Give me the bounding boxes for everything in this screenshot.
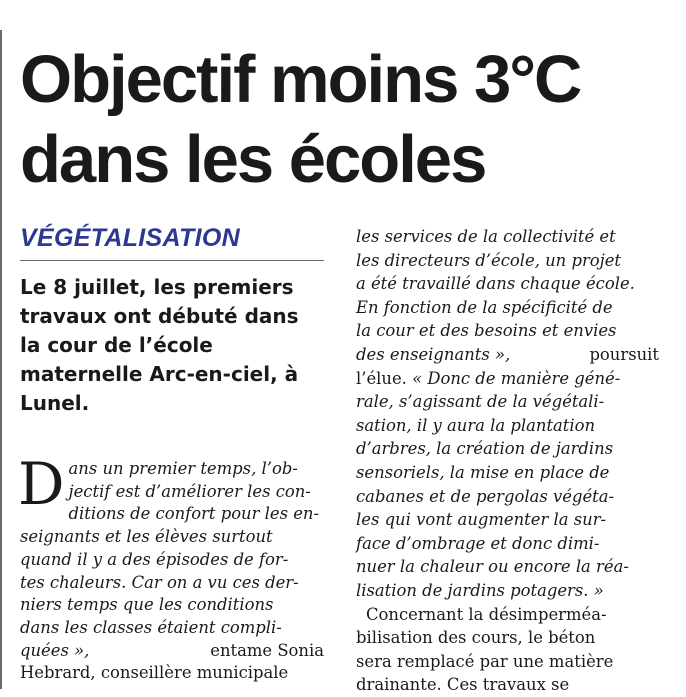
body-line	[356, 343, 659, 367]
body-line: les directeurs d’école, un projet	[356, 250, 622, 270]
body-line: niers temps que les conditions	[20, 595, 274, 615]
lede-line: maternelle Arc-en-ciel, à	[20, 362, 299, 386]
body-line-part: « Donc de manière géné-	[412, 368, 621, 388]
body-line: jectif est d’améliorer les con-	[68, 481, 311, 501]
body-line: rale, s’agissant de la végétali-	[356, 392, 605, 412]
lede-line: travaux ont débuté dans	[20, 304, 299, 328]
body-line: ans un premier temps, l’ob-	[68, 459, 298, 478]
body-line: les qui vont augmenter la sur-	[356, 510, 607, 530]
headline-line-2: dans les écoles	[20, 122, 486, 197]
lede-line: la cour de l’école	[20, 333, 213, 357]
body-line: tes chaleurs. Car on a vu ces der-	[20, 572, 299, 592]
body-line: quand il y a des épisodes de for-	[20, 549, 289, 569]
body-line: cabanes et de pergolas végéta-	[356, 486, 615, 506]
body-line: drainante. Ces travaux se	[356, 675, 570, 695]
kicker-rule	[20, 260, 324, 261]
body-line: sera remplacé par une matière	[356, 651, 614, 671]
body-line: les services de la collectivité et	[356, 227, 616, 246]
body-line: d’arbres, la création de jardins	[356, 439, 614, 459]
body-line-part: entame Sonia	[210, 640, 324, 660]
body-text-right	[356, 225, 659, 697]
body-line: bilisation des cours, le béton	[356, 628, 596, 648]
body-line: nuer la chaleur ou encore la réa-	[356, 557, 629, 577]
body-line: ditions de confort pour les en-	[68, 504, 320, 524]
body-line-part: des enseignants »,	[356, 344, 511, 364]
body-line-part: quées »,	[20, 640, 90, 660]
body-line	[20, 640, 324, 663]
body-line: Concernant la désimperméa-	[366, 604, 607, 624]
body-line: face d’ombrage et donc dimi-	[356, 533, 600, 553]
article-lede	[20, 273, 324, 418]
body-line	[356, 367, 659, 391]
section-kicker: VÉGÉTALISATION	[20, 224, 240, 252]
body-line: a été travaillé dans chaque école.	[356, 274, 635, 294]
body-line: la cour et des besoins et envies	[356, 321, 617, 341]
body-line: sensoriels, la mise en place de	[356, 462, 610, 482]
body-line-part: l’élue.	[356, 368, 407, 388]
right-column	[356, 225, 659, 697]
body-text-left	[18, 450, 324, 685]
body-line: seignants et les élèves surtout	[20, 527, 273, 547]
lede-line: Le 8 juillet, les premiers	[20, 275, 294, 299]
body-line: dans les classes étaient compli-	[20, 617, 282, 637]
body-line: En fonction de la spécificité de	[356, 297, 613, 317]
drop-cap: D	[18, 450, 65, 518]
body-line: Hebrard, conseillère municipale	[20, 663, 289, 683]
lede-line: Lunel.	[20, 391, 90, 415]
headline	[20, 40, 680, 200]
column-rule	[0, 30, 2, 689]
left-column	[20, 222, 324, 685]
body-line: sation, il y aura la plantation	[356, 415, 596, 435]
body-line: lisation de jardins potagers. »	[356, 580, 604, 600]
headline-line-1: Objectif moins 3°C	[20, 42, 581, 117]
body-line-part: poursuit	[589, 344, 659, 364]
